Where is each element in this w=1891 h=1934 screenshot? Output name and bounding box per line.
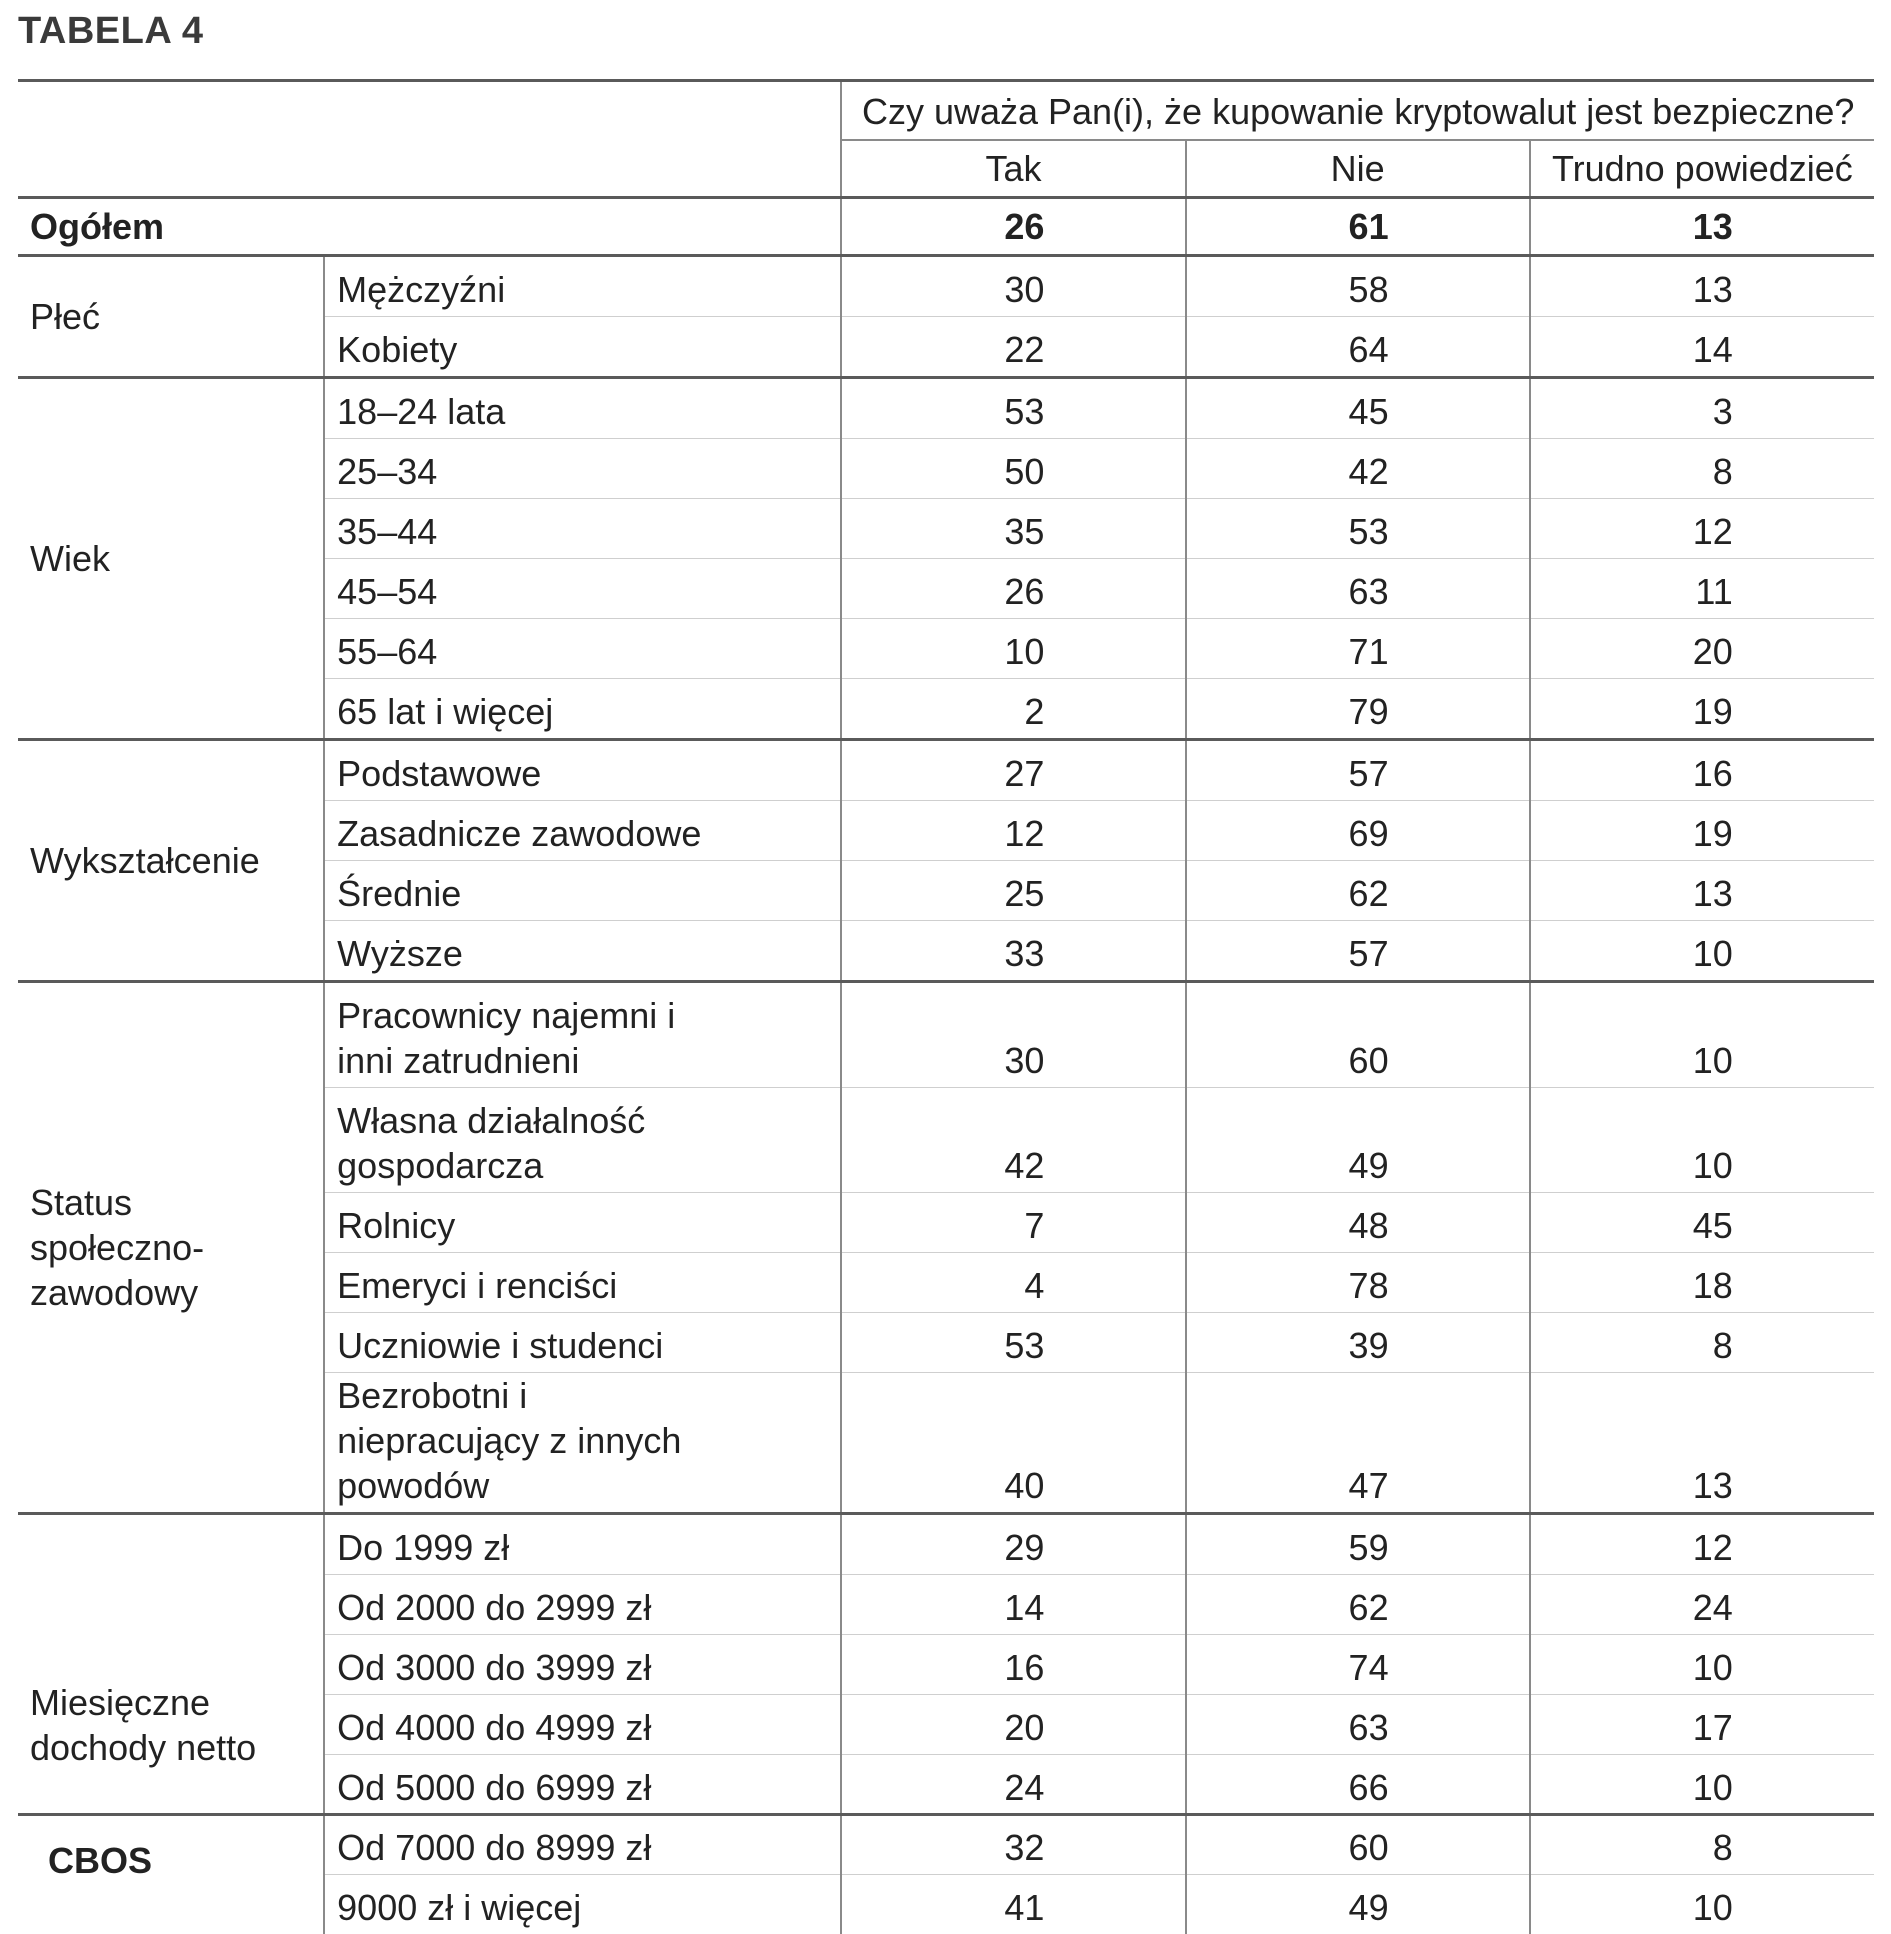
cell-value-tak: 50 [841,439,1185,499]
table-row [18,256,1874,317]
group-label: Wiek [18,378,324,740]
row-label: 35–44 [324,499,841,559]
row-label: 45–54 [324,559,841,619]
table-bottom-rule [18,1813,1874,1816]
row-label: Od 7000 do 8999 zł [324,1815,841,1875]
cell-value-trudno: 10 [1530,1088,1874,1193]
header-empty-cell [18,140,841,198]
cell-value-trudno: 12 [1530,1514,1874,1575]
cell-value-tak: 32 [841,1815,1185,1875]
cell-value-tak: 40 [841,1373,1185,1514]
cell-value-tak: 27 [841,740,1185,801]
column-header-tak: Tak [841,140,1185,198]
cell-value-trudno: 10 [1530,921,1874,982]
cell-value-nie: 66 [1186,1755,1530,1815]
table-row [18,1514,1874,1575]
question-header: Czy uważa Pan(i), że kupowanie kryptowalut jest bezpieczne? [841,81,1874,141]
cell-value-trudno: 13 [1530,1373,1874,1514]
cell-value-trudno: 8 [1530,1815,1874,1875]
cell-value-trudno: 10 [1530,1875,1874,1934]
cell-value-nie: 42 [1186,439,1530,499]
survey-table [18,79,1874,1934]
cell-value-nie: 71 [1186,619,1530,679]
cell-value-nie: 47 [1186,1373,1530,1514]
cell-value-nie: 78 [1186,1253,1530,1313]
total-row [18,198,1874,256]
cell-value-trudno: 19 [1530,801,1874,861]
group-label: Wykształcenie [18,740,324,982]
cell-value-nie: 49 [1186,1088,1530,1193]
column-header-nie: Nie [1186,140,1530,198]
total-value-nie: 61 [1186,198,1530,256]
cell-value-nie: 48 [1186,1193,1530,1253]
row-label: 25–34 [324,439,841,499]
cell-value-trudno: 3 [1530,378,1874,439]
header-empty-cell [18,81,841,141]
row-label: Bezrobotni i niepracujący z innych powodów [324,1373,841,1514]
cell-value-tak: 30 [841,256,1185,317]
row-label: Do 1999 zł [324,1514,841,1575]
cell-value-nie: 58 [1186,256,1530,317]
row-label: Własna działalność gospodarcza [324,1088,841,1193]
row-label: 55–64 [324,619,841,679]
row-label: Rolnicy [324,1193,841,1253]
cell-value-trudno: 19 [1530,679,1874,740]
cell-value-tak: 53 [841,378,1185,439]
cell-value-trudno: 18 [1530,1253,1874,1313]
cell-value-trudno: 8 [1530,1313,1874,1373]
row-label: 9000 zł i więcej [324,1875,841,1934]
cell-value-trudno: 10 [1530,1635,1874,1695]
source-label: CBOS [48,1840,152,1882]
row-label: Od 5000 do 6999 zł [324,1755,841,1815]
table-title: TABELA 4 [18,10,204,53]
row-label: Kobiety [324,317,841,378]
table-row [18,740,1874,801]
row-label: Uczniowie i studenci [324,1313,841,1373]
table-row [18,982,1874,1088]
cell-value-tak: 14 [841,1575,1185,1635]
cell-value-tak: 41 [841,1875,1185,1934]
cell-value-tak: 10 [841,619,1185,679]
cell-value-trudno: 13 [1530,256,1874,317]
cell-value-tak: 7 [841,1193,1185,1253]
cell-value-nie: 79 [1186,679,1530,740]
table-row [18,378,1874,439]
cell-value-nie: 62 [1186,1575,1530,1635]
cell-value-nie: 63 [1186,559,1530,619]
cell-value-trudno: 13 [1530,861,1874,921]
row-label: 65 lat i więcej [324,679,841,740]
group-label: Płeć [18,256,324,378]
cell-value-nie: 74 [1186,1635,1530,1695]
cell-value-trudno: 14 [1530,317,1874,378]
row-label: Emeryci i renciści [324,1253,841,1313]
cell-value-tak: 29 [841,1514,1185,1575]
cell-value-tak: 24 [841,1755,1185,1815]
row-label: Od 3000 do 3999 zł [324,1635,841,1695]
row-label: Od 4000 do 4999 zł [324,1695,841,1755]
cell-value-nie: 63 [1186,1695,1530,1755]
row-label: Wyższe [324,921,841,982]
cell-value-nie: 49 [1186,1875,1530,1934]
cell-value-tak: 16 [841,1635,1185,1695]
row-label: Od 2000 do 2999 zł [324,1575,841,1635]
total-label: Ogółem [18,198,841,256]
cell-value-nie: 59 [1186,1514,1530,1575]
row-label: Pracownicy najemni i inni zatrudnieni [324,982,841,1088]
cell-value-nie: 39 [1186,1313,1530,1373]
row-label: 18–24 lata [324,378,841,439]
cell-value-nie: 53 [1186,499,1530,559]
cell-value-tak: 42 [841,1088,1185,1193]
group-label-text: Status społeczno-zawodowy [30,1180,220,1315]
cell-value-trudno: 17 [1530,1695,1874,1755]
cell-value-nie: 64 [1186,317,1530,378]
cell-value-trudno: 20 [1530,619,1874,679]
cell-value-nie: 57 [1186,921,1530,982]
cell-value-trudno: 45 [1530,1193,1874,1253]
group-label [18,982,324,1514]
cell-value-tak: 20 [841,1695,1185,1755]
cell-value-trudno: 11 [1530,559,1874,619]
cell-value-nie: 69 [1186,801,1530,861]
cell-value-nie: 45 [1186,378,1530,439]
cell-value-tak: 30 [841,982,1185,1088]
row-label: Podstawowe [324,740,841,801]
cell-value-trudno: 10 [1530,982,1874,1088]
cell-value-trudno: 24 [1530,1575,1874,1635]
cell-value-trudno: 12 [1530,499,1874,559]
cell-value-nie: 60 [1186,982,1530,1088]
cell-value-trudno: 16 [1530,740,1874,801]
cell-value-nie: 60 [1186,1815,1530,1875]
cell-value-trudno: 8 [1530,439,1874,499]
row-label: Mężczyźni [324,256,841,317]
cell-value-tak: 25 [841,861,1185,921]
cell-value-tak: 2 [841,679,1185,740]
column-header-trudno: Trudno powiedzieć [1530,140,1874,198]
cell-value-tak: 22 [841,317,1185,378]
total-value-tak: 26 [841,198,1185,256]
row-label: Średnie [324,861,841,921]
cell-value-tak: 26 [841,559,1185,619]
cell-value-nie: 62 [1186,861,1530,921]
cell-value-tak: 35 [841,499,1185,559]
cell-value-tak: 33 [841,921,1185,982]
cell-value-tak: 4 [841,1253,1185,1313]
row-label: Zasadnicze zawodowe [324,801,841,861]
group-label-text: Miesięczne dochody netto [30,1680,260,1770]
cell-value-tak: 53 [841,1313,1185,1373]
total-value-trudno: 13 [1530,198,1874,256]
cell-value-trudno: 10 [1530,1755,1874,1815]
cell-value-tak: 12 [841,801,1185,861]
cell-value-nie: 57 [1186,740,1530,801]
